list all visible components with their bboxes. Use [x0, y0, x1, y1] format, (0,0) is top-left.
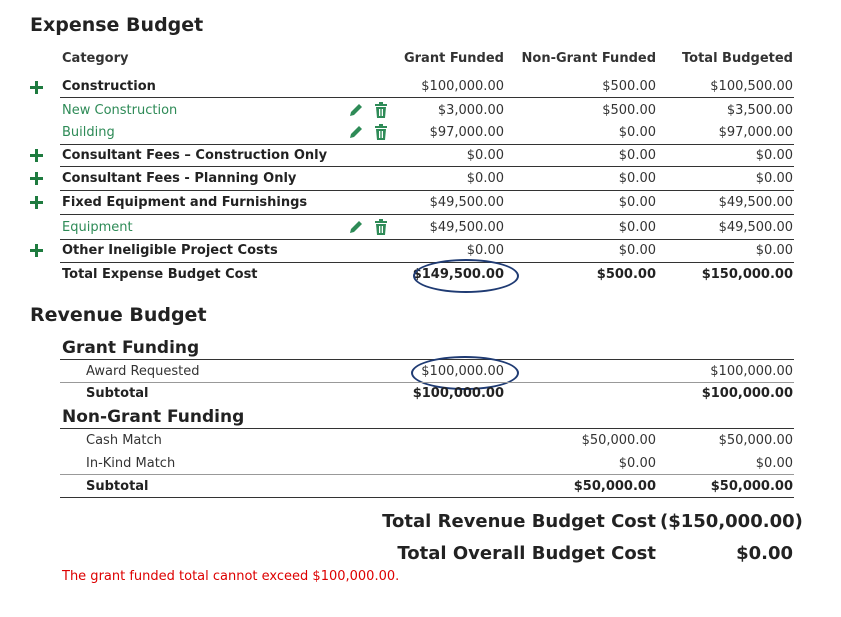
- non-grant-funding-title: Non-Grant Funding: [62, 407, 245, 427]
- total-construction: $100,500.00: [710, 79, 793, 94]
- nongrant-construction: $500.00: [602, 79, 656, 94]
- revenue-budget-title: Revenue Budget: [30, 304, 207, 326]
- grant-construction: $100,000.00: [421, 79, 504, 94]
- header-total-budgeted: Total Budgeted: [682, 51, 793, 66]
- nongrant-new-construction: $500.00: [602, 103, 656, 118]
- row-divider: [60, 190, 794, 191]
- cash-match-label: Cash Match: [86, 433, 162, 448]
- item-equipment-link[interactable]: Equipment: [62, 220, 133, 235]
- row-divider: [60, 214, 794, 215]
- grant-subtotal-total: $100,000.00: [701, 386, 793, 401]
- grant-consultant-planning: $0.00: [466, 171, 504, 186]
- row-divider: [60, 97, 794, 98]
- nongrant-other-ineligible: $0.00: [618, 243, 656, 258]
- category-fixed-equipment: Fixed Equipment and Furnishings: [62, 195, 308, 210]
- grant-new-construction: $3,000.00: [437, 103, 504, 118]
- edit-pencil-icon[interactable]: [348, 219, 364, 235]
- row-divider: [60, 382, 794, 383]
- nongrant-building: $0.00: [618, 125, 656, 140]
- total-overall-value: $0.00: [736, 543, 793, 564]
- nongrant-subtotal-nongrant: $50,000.00: [573, 479, 656, 494]
- total-consultant-construction: $0.00: [755, 148, 793, 163]
- validation-error-message: The grant funded total cannot exceed $100,000.00.: [62, 569, 400, 584]
- nongrant-fixed-equipment: $0.00: [618, 195, 656, 210]
- category-other-ineligible: Other Ineligible Project Costs: [62, 243, 278, 258]
- category-consultant-planning: Consultant Fees - Planning Only: [62, 171, 297, 186]
- total-expense-label: Total Expense Budget Cost: [62, 267, 258, 282]
- row-divider: [60, 262, 794, 263]
- nongrant-subtotal-total: $50,000.00: [710, 479, 793, 494]
- edit-pencil-icon[interactable]: [348, 124, 364, 140]
- grant-other-ineligible: $0.00: [466, 243, 504, 258]
- header-category: Category: [62, 51, 129, 66]
- grant-equipment: $49,500.00: [429, 220, 504, 235]
- section-divider: [60, 497, 794, 498]
- nongrant-equipment: $0.00: [618, 220, 656, 235]
- inkind-match-total: $0.00: [755, 456, 793, 471]
- nongrant-consultant-planning: $0.00: [618, 171, 656, 186]
- inkind-match-nongrant: $0.00: [618, 456, 656, 471]
- total-other-ineligible: $0.00: [755, 243, 793, 258]
- row-divider: [60, 239, 794, 240]
- grant-funding-title: Grant Funding: [62, 338, 200, 358]
- award-requested-total: $100,000.00: [710, 364, 793, 379]
- inkind-match-label: In-Kind Match: [86, 456, 176, 471]
- row-divider: [60, 144, 794, 145]
- header-grant-funded: Grant Funded: [403, 51, 504, 66]
- total-overall-label: Total Overall Budget Cost: [397, 543, 656, 564]
- grant-subtotal-label: Subtotal: [86, 386, 149, 401]
- total-expense-total: $150,000.00: [701, 267, 793, 282]
- row-divider: [60, 474, 794, 475]
- category-consultant-construction: Consultant Fees – Construction Only: [62, 148, 328, 163]
- award-requested-label: Award Requested: [86, 364, 200, 379]
- total-new-construction: $3,500.00: [726, 103, 793, 118]
- header-non-grant-funded: Non-Grant Funded: [521, 51, 656, 66]
- expand-other-ineligible-plus-icon[interactable]: [28, 242, 44, 258]
- nongrant-subtotal-label: Subtotal: [86, 479, 149, 494]
- total-expense-grant: $149,500.00: [412, 267, 504, 282]
- expand-construction-plus-icon[interactable]: [28, 79, 44, 95]
- cash-match-nongrant: $50,000.00: [581, 433, 656, 448]
- total-fixed-equipment: $49,500.00: [718, 195, 793, 210]
- grant-consultant-construction: $0.00: [466, 148, 504, 163]
- nongrant-consultant-construction: $0.00: [618, 148, 656, 163]
- section-divider: [60, 359, 794, 360]
- item-new-construction-link[interactable]: New Construction: [62, 103, 178, 118]
- edit-pencil-icon[interactable]: [348, 102, 364, 118]
- total-revenue-value: ($150,000.00): [660, 511, 803, 532]
- total-consultant-planning: $0.00: [755, 171, 793, 186]
- category-construction: Construction: [62, 79, 156, 94]
- section-divider: [60, 428, 794, 429]
- cash-match-total: $50,000.00: [718, 433, 793, 448]
- expense-budget-title: Expense Budget: [30, 14, 204, 36]
- expand-fixed-equipment-plus-icon[interactable]: [28, 194, 44, 210]
- award-requested-value: $100,000.00: [421, 364, 504, 379]
- item-building-link[interactable]: Building: [62, 125, 115, 140]
- expand-consultant-construction-plus-icon[interactable]: [28, 147, 44, 163]
- row-divider: [60, 166, 794, 167]
- total-expense-nongrant: $500.00: [596, 267, 656, 282]
- grant-building: $97,000.00: [429, 125, 504, 140]
- grant-fixed-equipment: $49,500.00: [429, 195, 504, 210]
- grant-subtotal-grant: $100,000.00: [412, 386, 504, 401]
- expand-consultant-planning-plus-icon[interactable]: [28, 170, 44, 186]
- total-revenue-label: Total Revenue Budget Cost: [382, 511, 656, 532]
- total-building: $97,000.00: [718, 125, 793, 140]
- total-equipment: $49,500.00: [718, 220, 793, 235]
